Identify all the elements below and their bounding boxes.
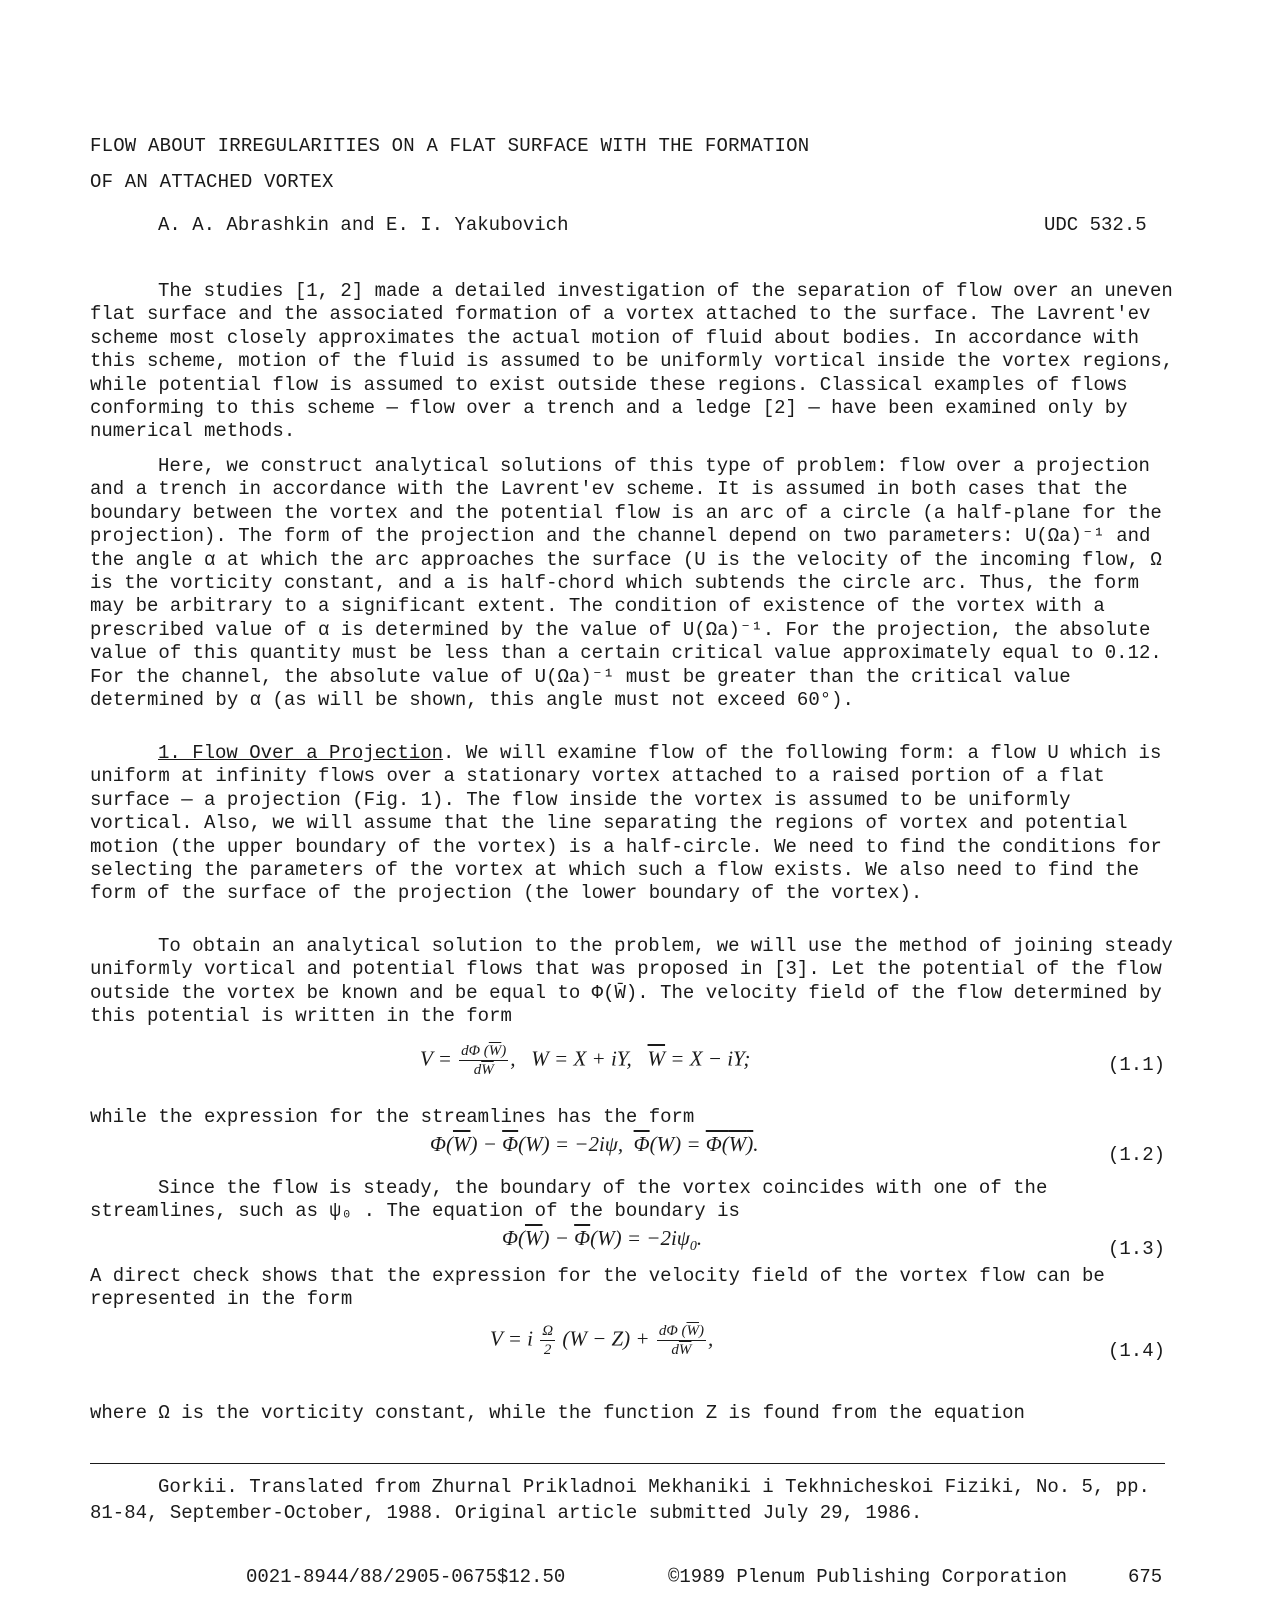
paragraph-intro: The studies [1, 2] made a detailed investigation of the separation of flow over an uneven flat surface and the associated formation of a vortex attached to the surface. The Lavrent'ev scheme most closely approximates the actual motion of fluid about bodies. In accordance with this scheme, motion of the fluid is assumed to be uniformly vortical inside the vortex regions, while potential flow is assumed to exist outside these regions. Classical examples of flows conforming to this scheme — flow over a trench and a ledge [2] — have been examined only by numerical methods.	[90, 280, 1174, 443]
paragraph-vorticity: where Ω is the vorticity constant, while the function Z is found from the equation	[90, 1402, 1025, 1424]
paragraph-section-1	[90, 742, 1180, 906]
paragraph-analytical: Here, we construct analytical solutions of this type of problem: flow over a projection and a trench in accordance with the Lavrent'ev scheme. It is assumed in both cases that the boundary between the vortex and the potential flow is an arc of a circle (a half-plane for the projection). The form of the projection and the channel depend on two parameters: U(Ωa)⁻¹ and the angle α at which the arc approaches the surface (U is the velocity of the incoming flow, Ω is the vorticity constant, and a is half-chord which subtends the circle arc. Thus, the form may be arbitrary to a significant extent. The condition of existence of the vortex with a prescribed value of α is determined by the value of U(Ωa)⁻¹. For the projection, the absolute value of this quantity must be less than a certain critical value approximately equal to 0.12. For the channel, the absolute value of U(Ωa)⁻¹ must be greater than the critical value determined by α (as will be shown, this angle must not exceed 60°).	[90, 455, 1162, 712]
article-code: 0021-8944/88/2905-0675$12.50	[246, 1566, 566, 1588]
page-number: 675	[1128, 1566, 1163, 1588]
copyright: ©1989 Plenum Publishing Corporation	[668, 1566, 1068, 1588]
equation-1-3-body: $\Phi(\overline{W}) - \overline{\Phi}(W) = -2i\psi_0$.	[502, 1226, 703, 1255]
udc-code: UDC 532.5	[1044, 214, 1147, 236]
section-heading: 1. Flow Over a Projection	[158, 742, 444, 764]
paragraph-steady-flow: Since the flow is steady, the boundary of the vortex coincides with one of the streamlines, such as ψ₀ . The equation of the boundary is	[90, 1177, 1048, 1223]
equation-number-1-3: (1.3)	[1107, 1238, 1165, 1260]
equation-number-1-1: (1.1)	[1107, 1054, 1165, 1076]
footnote-rule	[90, 1463, 1165, 1464]
equation-number-1-2: (1.2)	[1107, 1144, 1165, 1166]
section-1-text: . We will examine flow of the following form: a flow U which is uniform at infinity flows over a stationary vortex attached to a raised portion of a flat surface — a projection (Fig. 1). The flow inside the vortex is assumed to be uniformly vortical. Also, we will assume that the line separating the regions of vortex and potential motion (the upper boundary of the vortex) is a half-circle. We need to find the conditions for selecting the parameters of the vortex at which such a flow exists. We also need to find the form of the surface of the projection (the lower boundary of the vortex).	[90, 742, 1162, 905]
equation-1-1	[90, 1042, 1165, 1098]
equation-number-1-4: (1.4)	[1107, 1340, 1165, 1362]
title-line-1: FLOW ABOUT IRREGULARITIES ON A FLAT SURFACE WITH THE FORMATION	[90, 135, 810, 157]
equation-1-1-body: V = $\frac{d\Phi (\overline{W})}{d\overline{W}}$ , W = X + iY, $\overline{W} = X$ − iY;	[420, 1043, 751, 1078]
equation-1-2-body: $\Phi(\overline{W}) - \overline{\Phi}(W) = -2i\psi$, $\overline{\Phi}(W) = \Phi(W)$.	[430, 1132, 759, 1156]
footnote: Gorkii. Translated from Zhurnal Prikladnoi Mekhaniki i Tekhnicheskoi Fiziki, No. 5, pp. 81-84, September-October, 1988. Original article submitted July 29, 1986.	[90, 1476, 1150, 1524]
equation-1-4	[90, 1322, 1165, 1378]
paragraph-method: To obtain an analytical solution to the problem, we will use the method of joining steady uniformly vortical and potential flows that was proposed in [3]. Let the potential of the flow outside the vortex be known and be equal to Φ(W̄). The velocity field of the flow determined by this potential is written in the form	[90, 935, 1173, 1028]
authors: A. A. Abrashkin and E. I. Yakubovich	[158, 214, 569, 236]
paragraph-direct-check: A direct check shows that the expression for the velocity field of the vortex flow can be represented in the form	[90, 1265, 1105, 1311]
title-line-2: OF AN ATTACHED VORTEX	[90, 171, 334, 193]
article-title	[90, 128, 809, 200]
equation-1-4-body: V = i $\frac{\Omega}{2}$ (W − Z) + $\frac{d\Phi (\overline{W})}{d\overline{W}}$ ,	[490, 1323, 714, 1358]
paragraph-streamlines: while the expression for the streamlines has the form	[90, 1106, 695, 1128]
